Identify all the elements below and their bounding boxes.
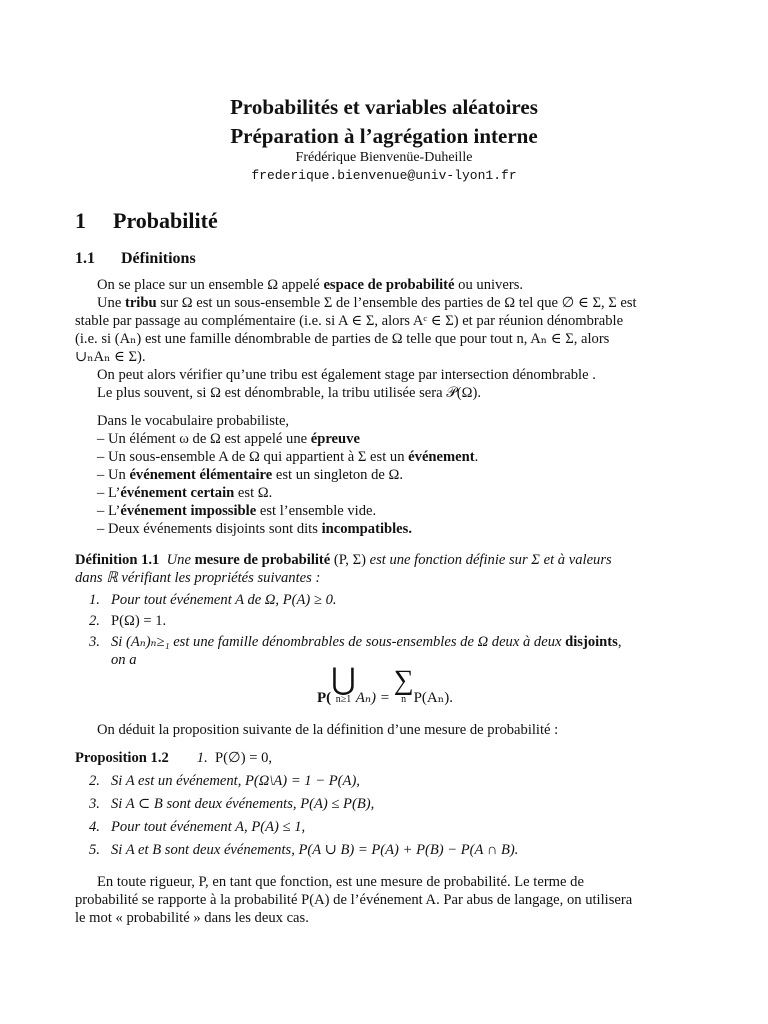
sum-symbol: ∑ bbox=[393, 665, 414, 696]
list-item: 3. Si (Aₙ)ₙ≥₁ est une famille dénombrables de sous-ensembles de Ω deux à deux disjoints, on a bbox=[89, 634, 622, 668]
list-item: – L’événement certain est Ω. bbox=[97, 485, 273, 501]
vocabulary-intro: Dans le vocabulaire probabiliste, bbox=[97, 413, 290, 429]
proposition-1-2 bbox=[75, 749, 695, 859]
list-item: – Un événement élémentaire est un singleton de Ω. bbox=[97, 467, 404, 483]
section-number: 1 bbox=[75, 208, 86, 233]
proposition-items bbox=[75, 772, 695, 859]
deduction-sentence: On déduit la proposition suivante de la définition d’une mesure de probabilité : bbox=[97, 722, 559, 738]
list-item: 4. Pour tout événement A, P(A) ≤ 1, bbox=[89, 819, 306, 835]
title-line-2: Préparation à l’agrégation interne bbox=[230, 124, 538, 148]
paragraph-tribu-line-3: (i.e. si (Aₙ) est une famille dénombrable de parties de Ω telle que pour tout n, Aₙ ∈ Σ, alors bbox=[75, 331, 610, 347]
paragraph-intersection: On peut alors vérifier qu’une tribu est également stage par intersection dénombrable . bbox=[97, 367, 596, 383]
definition-label: Définition 1.1 bbox=[75, 552, 160, 568]
list-item: 5. Si A et B sont deux événements, P(A ∪ B) = P(A) + P(B) − P(A ∩ B). bbox=[89, 842, 519, 858]
paragraph-tribu-line-2: stable par passage au complémentaire (i.e. si A ∈ Σ, alors Aᶜ ∈ Σ) et par réunion dénombrable bbox=[75, 313, 624, 329]
list-item: – Un élément ω de Ω est appelé une épreuve bbox=[97, 431, 360, 447]
subsection-heading bbox=[75, 250, 196, 268]
bigcup-symbol: ⋃ bbox=[331, 663, 356, 696]
paragraph-power-set: Le plus souvent, si Ω est dénombrable, la tribu utilisée sera 𝒫(Ω). bbox=[97, 385, 481, 401]
author-email: frederique.bienvenue@univ-lyon1.fr bbox=[251, 168, 517, 183]
list-item: 2. Si A est un événement, P(Ω\A) = 1 − P(A), bbox=[89, 773, 360, 789]
vocabulary-list bbox=[75, 412, 695, 538]
list-item: 1. Pour tout événement A de Ω, P(A) ≥ 0. bbox=[89, 592, 337, 608]
section-title: Probabilité bbox=[113, 208, 218, 233]
paragraph-tribu: Une tribu sur Ω est un sous-ensemble Σ de l’ensemble des parties de Ω tel que ∅ ∈ Σ, Σ est bbox=[97, 295, 637, 311]
countable-additivity-formula: P(⋃ n≥1 Aₙ) = ∑ n P(Aₙ). bbox=[316, 663, 453, 706]
author-name: Frédérique Bienvenüe-Duheille bbox=[295, 150, 473, 165]
definition-1-1 bbox=[75, 551, 695, 669]
title-line-1: Probabilités et variables aléatoires bbox=[230, 95, 538, 119]
definition-items bbox=[75, 591, 695, 669]
definition-intro-line-2: dans ℝ vérifiant les propriétés suivantes : bbox=[75, 570, 321, 586]
list-item: – Deux événements disjoints sont dits incompatibles. bbox=[97, 521, 412, 537]
list-item: – Un sous-ensemble A de Ω qui appartient à Σ est un événement. bbox=[97, 449, 479, 465]
definitions-paragraphs bbox=[75, 276, 695, 402]
list-item: 3. Si A ⊂ B sont deux événements, P(A) ≤ P(B), bbox=[89, 796, 375, 812]
closing-paragraph: En toute rigueur, P, en tant que fonction, est une mesure de probabilité. Le terme de probabilité se rapporte à la probabilité P(A) de l’événement A. Par abus de langage, on utilisera le mot « probabilité » dans les deux cas. bbox=[75, 874, 633, 926]
definition-intro: Définition 1.1 Une mesure de probabilité (P, Σ) est une fonction définie sur Σ et à valeurs bbox=[75, 552, 612, 568]
proposition-label: Proposition 1.2 bbox=[75, 750, 169, 766]
list-item: 2. P(Ω) = 1. bbox=[89, 613, 167, 629]
proposition-first-line: Proposition 1.2 1. P(∅) = 0, bbox=[75, 750, 273, 766]
subsection-title: Définitions bbox=[121, 250, 196, 267]
vocabulary-items bbox=[75, 430, 695, 538]
subsection-number: 1.1 bbox=[75, 250, 95, 267]
paragraph-tribu-line-4: ∪ₙAₙ ∈ Σ). bbox=[75, 349, 146, 365]
paragraph-universe: On se place sur un ensemble Ω appelé espace de probabilité ou univers. bbox=[97, 277, 524, 293]
list-item: – L’événement impossible est l’ensemble vide. bbox=[97, 503, 377, 519]
section-heading bbox=[75, 208, 218, 234]
